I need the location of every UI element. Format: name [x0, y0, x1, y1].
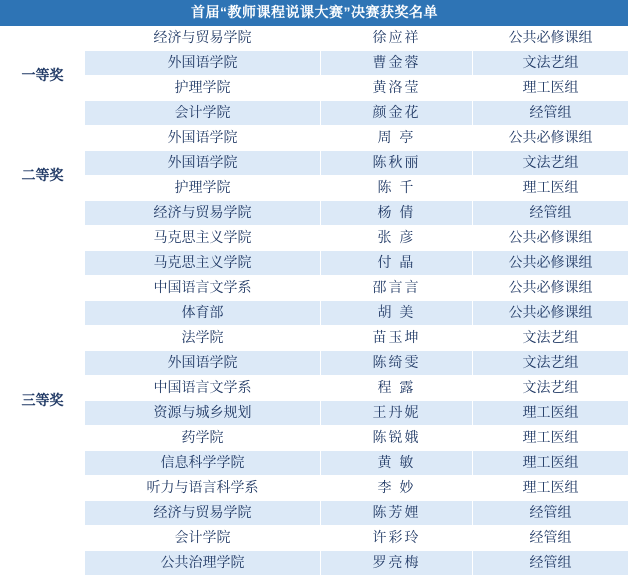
college-cell: 经济与贸易学院: [85, 201, 321, 226]
table-row: [1, 376, 628, 401]
college-cell: 资源与城乡规划: [85, 401, 321, 426]
category-cell: 文法艺组: [473, 151, 628, 176]
winner-name-cell: 黄 敏: [321, 451, 473, 476]
category-cell: 公共必修课组: [473, 301, 628, 326]
winner-name-cell: 陈芳娌: [321, 501, 473, 526]
winner-name-cell: 陈秋丽: [321, 151, 473, 176]
winner-name-cell: 许彩玲: [321, 526, 473, 551]
winner-name-cell: 周 亭: [321, 126, 473, 151]
winner-name-cell: 苗玉坤: [321, 326, 473, 351]
table-body: [1, 1, 628, 576]
table-row: [1, 226, 628, 251]
category-cell: 公共必修课组: [473, 251, 628, 276]
rank-label-3: 三等奖: [1, 226, 85, 576]
winner-name-cell: 王丹妮: [321, 401, 473, 426]
category-cell: 理工医组: [473, 476, 628, 501]
table-row: [1, 301, 628, 326]
winner-name-cell: 颜金花: [321, 101, 473, 126]
winner-name-cell: 曹金蓉: [321, 51, 473, 76]
table-row: [1, 476, 628, 501]
winner-name-cell: 程 露: [321, 376, 473, 401]
category-cell: 理工医组: [473, 451, 628, 476]
table-row: [1, 326, 628, 351]
category-cell: 经管组: [473, 501, 628, 526]
table-row: [1, 151, 628, 176]
category-cell: 经管组: [473, 201, 628, 226]
winner-name-cell: 李 妙: [321, 476, 473, 501]
table-row: [1, 276, 628, 301]
table-row: [1, 251, 628, 276]
winner-name-cell: 杨 倩: [321, 201, 473, 226]
college-cell: 公共治理学院: [85, 551, 321, 576]
table-row: [1, 426, 628, 451]
table-row: [1, 451, 628, 476]
winner-name-cell: 陈锐娥: [321, 426, 473, 451]
page-title: 首届“教师课程说课大赛”决赛获奖名单: [1, 1, 628, 26]
category-cell: 文法艺组: [473, 376, 628, 401]
college-cell: 会计学院: [85, 526, 321, 551]
college-cell: 中国语言文学系: [85, 276, 321, 301]
rank-label-2: 二等奖: [1, 126, 85, 226]
title-row: [1, 1, 628, 26]
table-row: [1, 201, 628, 226]
category-cell: 公共必修课组: [473, 226, 628, 251]
category-cell: 经管组: [473, 551, 628, 576]
table-row: [1, 501, 628, 526]
college-cell: 外国语学院: [85, 126, 321, 151]
category-cell: 文法艺组: [473, 51, 628, 76]
college-cell: 外国语学院: [85, 351, 321, 376]
table-row: [1, 76, 628, 101]
winner-name-cell: 邵言言: [321, 276, 473, 301]
college-cell: 听力与语言科学系: [85, 476, 321, 501]
table-row: [1, 101, 628, 126]
college-cell: 马克思主义学院: [85, 226, 321, 251]
college-cell: 护理学院: [85, 176, 321, 201]
winner-name-cell: 徐应祥: [321, 26, 473, 51]
college-cell: 中国语言文学系: [85, 376, 321, 401]
college-cell: 经济与贸易学院: [85, 26, 321, 51]
college-cell: 外国语学院: [85, 51, 321, 76]
winner-name-cell: 黄洛莹: [321, 76, 473, 101]
category-cell: 公共必修课组: [473, 276, 628, 301]
category-cell: 理工医组: [473, 176, 628, 201]
college-cell: 法学院: [85, 326, 321, 351]
category-cell: 经管组: [473, 101, 628, 126]
winner-name-cell: 付 晶: [321, 251, 473, 276]
table-row: [1, 401, 628, 426]
category-cell: 公共必修课组: [473, 26, 628, 51]
college-cell: 马克思主义学院: [85, 251, 321, 276]
college-cell: 外国语学院: [85, 151, 321, 176]
college-cell: 护理学院: [85, 76, 321, 101]
winner-name-cell: 罗亮梅: [321, 551, 473, 576]
winner-name-cell: 张 彦: [321, 226, 473, 251]
college-cell: 信息科学学院: [85, 451, 321, 476]
category-cell: 文法艺组: [473, 326, 628, 351]
category-cell: 理工医组: [473, 76, 628, 101]
rank-label-1: 一等奖: [1, 26, 85, 126]
table-row: [1, 526, 628, 551]
table-row: [1, 551, 628, 576]
winner-name-cell: 胡 美: [321, 301, 473, 326]
college-cell: 会计学院: [85, 101, 321, 126]
table-row: [1, 51, 628, 76]
category-cell: 公共必修课组: [473, 126, 628, 151]
category-cell: 理工医组: [473, 426, 628, 451]
category-cell: 经管组: [473, 526, 628, 551]
winner-name-cell: 陈 千: [321, 176, 473, 201]
table-row: [1, 126, 628, 151]
category-cell: 理工医组: [473, 401, 628, 426]
college-cell: 经济与贸易学院: [85, 501, 321, 526]
table-row: [1, 176, 628, 201]
college-cell: 体育部: [85, 301, 321, 326]
winner-name-cell: 陈绮雯: [321, 351, 473, 376]
college-cell: 药学院: [85, 426, 321, 451]
table-row: [1, 26, 628, 51]
category-cell: 文法艺组: [473, 351, 628, 376]
table-row: [1, 351, 628, 376]
